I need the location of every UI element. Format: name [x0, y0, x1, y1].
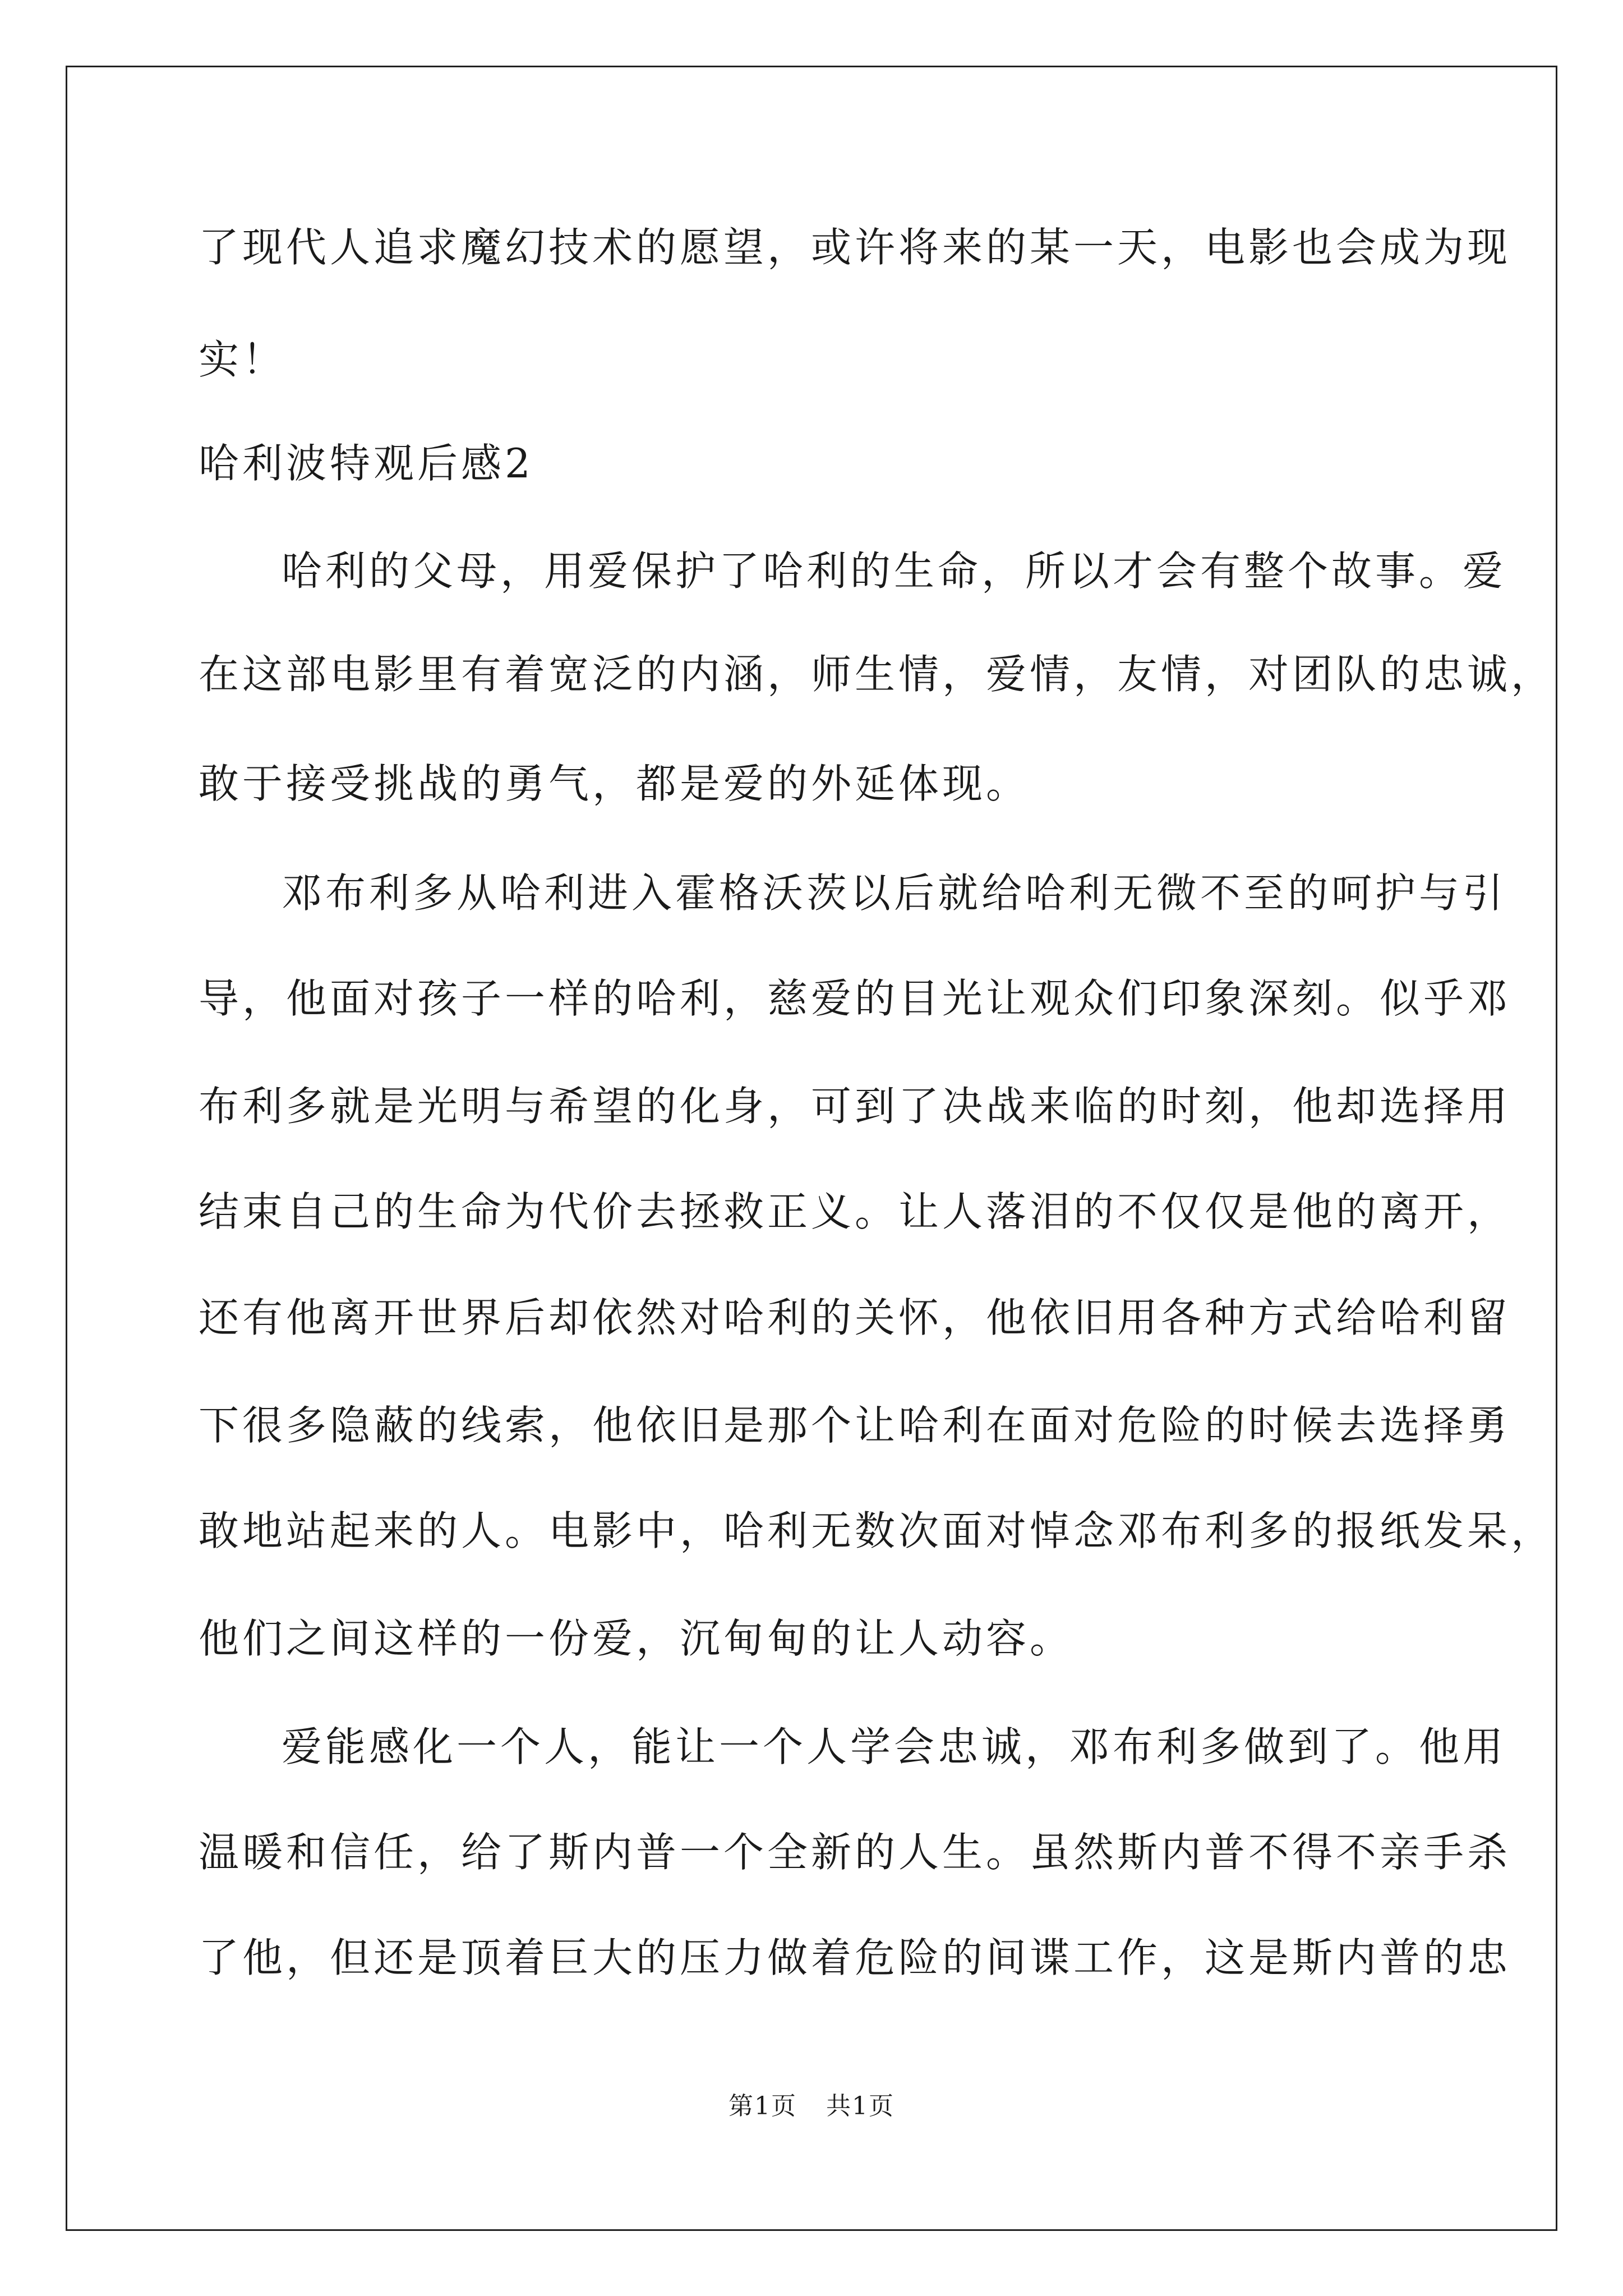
paragraph-first-line: 邓布利多从哈利进入霍格沃茨以后就给哈利无微不至的呵护与引 [282, 869, 1507, 917]
text-line: 他们之间这样的一份爱，沉甸甸的让人动容。 [199, 1615, 1074, 1662]
text-line: 下很多隐蔽的线索，他依旧是那个让哈利在面对危险的时候去选择勇 [199, 1402, 1511, 1449]
paragraph-first-line: 爱能感化一个人，能让一个人学会忠诚，邓布利多做到了。他用 [282, 1723, 1507, 1770]
text-line: 敢于接受挑战的勇气，都是爱的外延体现。 [199, 760, 1030, 807]
text-line: 在这部电影里有着宽泛的内涵，师生情，爱情，友情，对团队的忠诚， [199, 651, 1555, 698]
text-line: 还有他离开世界后却依然对哈利的关怀，他依旧用各种方式给哈利留 [199, 1294, 1511, 1341]
paragraph-first-line: 哈利的父母，用爱保护了哈利的生命，所以才会有整个故事。爱 [282, 547, 1507, 595]
page-border [66, 66, 1557, 2231]
page-total: 共1页 [826, 2092, 895, 2120]
page-footer [0, 2086, 1623, 2122]
text-line: 温暖和信任，给了斯内普一个全新的人生。虽然斯内普不得不亲手杀 [199, 1829, 1511, 1876]
text-line: 结束自己的生命为代价去拯救正义。让人落泪的不仅仅是他的离开， [199, 1188, 1511, 1235]
text-line: 敢地站起来的人。电影中，哈利无数次面对悼念邓布利多的报纸发呆， [199, 1507, 1555, 1554]
text-line: 导，他面对孩子一样的哈利，慈爱的目光让观众们印象深刻。似乎邓 [199, 975, 1511, 1022]
text-line: 了他，但还是顶着巨大的压力做着危险的间谍工作，这是斯内普的忠 [199, 1934, 1511, 1981]
text-line: 实！ [199, 336, 287, 383]
text-line: 布利多就是光明与希望的化身，可到了决战来临的时刻，他却选择用 [199, 1083, 1511, 1130]
page-number: 第1页 [728, 2092, 797, 2120]
text-line: 了现代人追求魔幻技术的愿望，或许将来的某一天，电影也会成为现 [199, 224, 1511, 271]
section-heading: 哈利波特观后感2 [199, 440, 534, 487]
